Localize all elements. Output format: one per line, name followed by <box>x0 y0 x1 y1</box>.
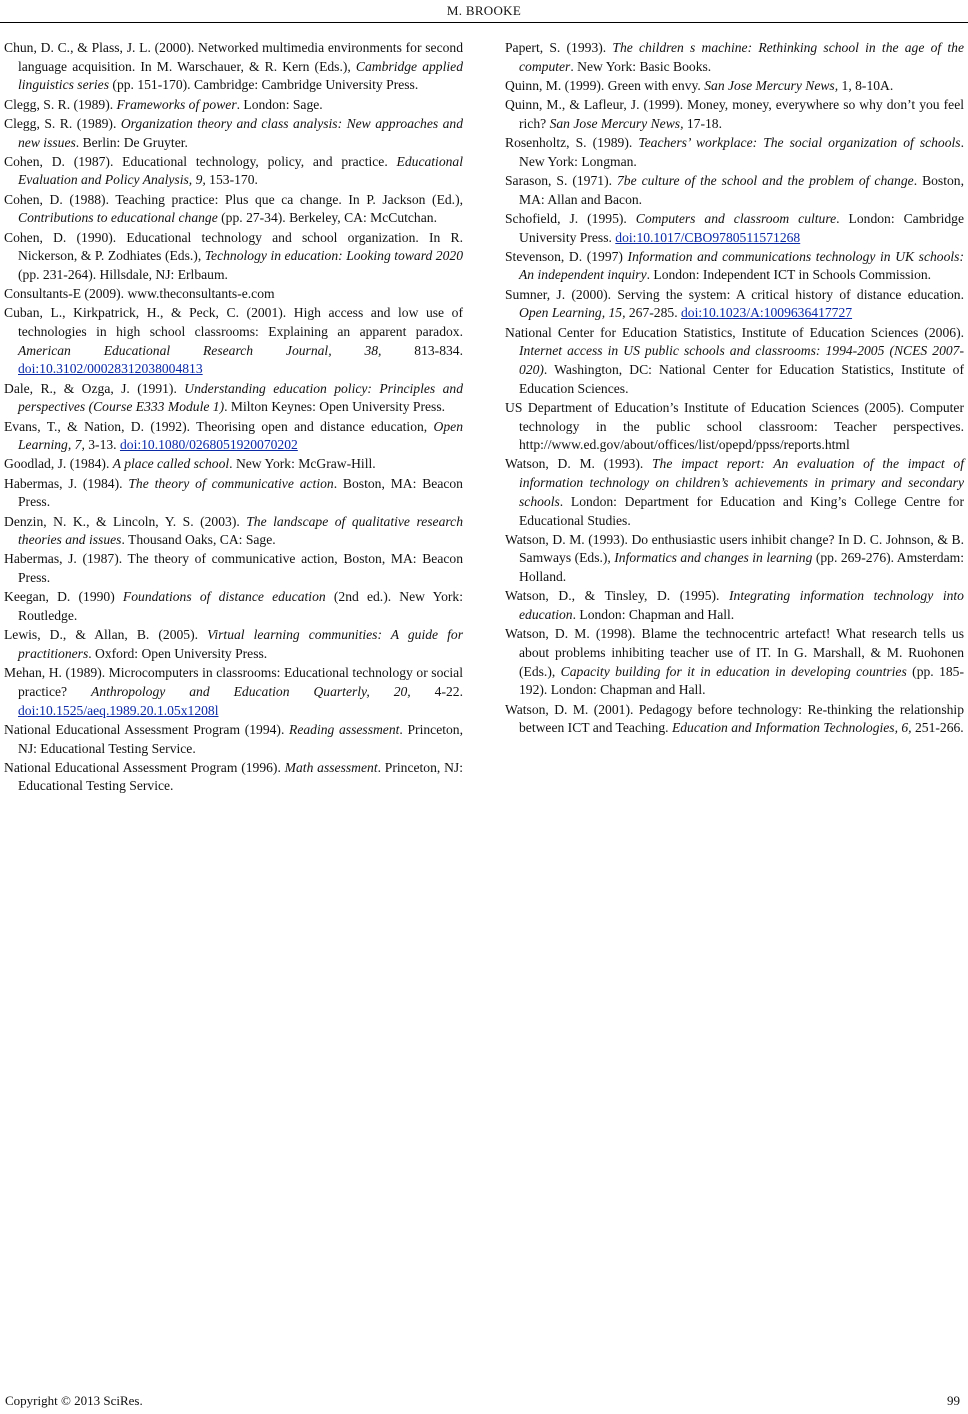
reference-entry <box>505 286 964 323</box>
reference-text: . Washington, DC: National Center for Education Statistics, Institute of Education Sciences. <box>519 361 964 396</box>
reference-text: Evans, T., & Nation, D. (1992). Theorising open and distance education, <box>4 418 434 434</box>
reference-italic: Educational Evaluation and Policy Analysis, 9, <box>18 153 463 188</box>
running-header: M. BROOKE <box>446 3 522 18</box>
reference-entry <box>505 324 964 399</box>
reference-text: Lewis, D., & Allan, B. (2005). <box>4 627 208 643</box>
reference-italic: The children s machine: Rethinking school in the age of the computer <box>519 40 964 74</box>
reference-entry <box>505 701 964 738</box>
reference-italic: Cambridge applied linguistics series <box>18 58 463 93</box>
reference-italic: San Jose Mercury News, <box>549 115 684 131</box>
reference-entry <box>4 455 463 474</box>
reference-entry <box>505 531 964 587</box>
reference-italic: Technology in education: Looking toward 2020 <box>204 248 463 264</box>
reference-italic: Capacity building for it in education in developing countries <box>560 663 907 679</box>
reference-italic: Informatics and changes in learning <box>614 550 813 566</box>
reference-text: . London: Chapman and Hall. <box>572 607 735 623</box>
reference-text: Dale, R., & Ozga, J. (1991). <box>4 380 185 396</box>
reference-text: Habermas, J. (1984). <box>4 475 129 491</box>
reference-text: 267-285. <box>625 305 681 321</box>
reference-entry <box>4 115 463 152</box>
reference-text: Cohen, D. (1990). Educational technology and school organization. In R. Nickerson, & P. Zodhiates (Eds.), <box>4 229 463 264</box>
reference-text: . Princeton, NJ: Educational Testing Service. <box>18 721 463 756</box>
reference-entry <box>505 134 964 171</box>
doi-link[interactable]: doi:10.1080/0268051920070202 <box>119 437 298 453</box>
reference-text: Denzin, N. K., & Lincoln, Y. S. (2003). <box>4 513 247 529</box>
reference-entry <box>505 587 964 624</box>
reference-text: Keegan, D. (1990) <box>4 589 123 605</box>
reference-text: Cohen, D. (1987). Educational technology, policy, and practice. <box>4 153 397 169</box>
reference-italic: Math assessment <box>284 759 378 775</box>
reference-text: . Boston, MA: Allan and Bacon. <box>519 172 964 207</box>
reference-text: Watson, D. M. (1998). Blame the technocentric artefact! What research tells us about problems inhibiting teacher use of IT. In G. Marshall, & M. Ruohonen (Eds.), <box>505 626 964 679</box>
doi-link[interactable]: doi:10.3102/00028312038004813 <box>18 361 203 377</box>
reference-entry <box>4 588 463 625</box>
reference-entry <box>4 475 463 512</box>
reference-entry <box>505 172 964 209</box>
reference-italic: Computers and classroom culture <box>635 210 837 226</box>
reference-entry <box>4 721 463 758</box>
reference-entry <box>505 625 964 700</box>
reference-text: . Thousand Oaks, CA: Sage. <box>121 532 276 548</box>
reference-text: Watson, D. M. (2001). Pedagogy before technology: Re-thinking the relationship between ICT and Teaching. <box>505 701 964 736</box>
reference-entry <box>505 455 964 530</box>
footer-copyright: Copyright © 2013 SciRes. <box>5 1393 143 1408</box>
reference-italic: Teachers’ workplace: The social organization of schools <box>638 135 961 151</box>
reference-italic: San Jose Mercury News, <box>704 77 839 93</box>
reference-entry <box>505 248 964 285</box>
reference-entry <box>4 380 463 417</box>
reference-entry <box>4 285 463 304</box>
reference-text: 813-834. <box>381 342 463 358</box>
reference-italic: Foundations of distance education <box>122 589 326 605</box>
doi-link[interactable]: doi:10.1017/CBO9780511571268 <box>615 229 801 245</box>
reference-entry <box>4 418 463 455</box>
reference-text: . Milton Keynes: Open University Press. <box>224 399 446 415</box>
reference-text: (pp. 27-34). Berkeley, CA: McCutchan. <box>217 210 437 226</box>
reference-entry <box>505 96 964 133</box>
reference-italic: Virtual learning communities: A guide for practitioners <box>18 627 463 661</box>
reference-text: . London: Sage. <box>236 96 323 112</box>
reference-italic: Internet access in US public schools and classrooms: 1994-2005 (NCES 2007-020) <box>519 343 964 377</box>
reference-italic: American Educational Research Journal, 38, <box>18 342 382 358</box>
reference-text: (2nd ed.). New York: Routledge. <box>18 589 464 624</box>
references-left-column <box>4 39 463 797</box>
reference-text: Clegg, S. R. (1989). <box>4 115 121 131</box>
reference-entry <box>4 191 463 228</box>
reference-text: . Princeton, NJ: Educational Testing Service. <box>18 759 463 794</box>
reference-italic: Reading assessment <box>289 721 400 737</box>
doi-link[interactable]: doi:10.1525/aeq.1989.20.1.05x1208l <box>18 702 219 718</box>
reference-text: . Oxford: Open University Press. <box>88 646 268 661</box>
reference-text: . Boston, MA: Beacon Press. <box>18 475 463 510</box>
reference-italic: Organization theory and class analysis: New approaches and new issues <box>18 115 464 150</box>
reference-italic: The landscape of qualitative research theories and issues <box>18 513 464 548</box>
reference-text: National Educational Assessment Program (1996). <box>4 759 285 775</box>
reference-text: . New York: Basic Books. <box>570 58 712 74</box>
reference-italic: The theory of communicative action <box>128 475 334 491</box>
reference-italic: Integrating information technology into education <box>519 588 964 623</box>
reference-text: Clegg, S. R. (1989). <box>4 96 117 112</box>
reference-text: Sarason, S. (1971). <box>505 172 617 188</box>
reference-italic: Open Learning, 7, <box>18 418 463 453</box>
reference-text: National Educational Assessment Program (1994). <box>4 721 290 737</box>
reference-italic: Information and communications technology in UK schools: An independent inquiry <box>519 248 964 283</box>
reference-text: Cohen, D. (1988). Teaching practice: Plus que ca change. In P. Jackson (Ed.), <box>4 191 463 207</box>
reference-entry <box>505 399 964 455</box>
reference-italic: Education and Information Technologies, 6, <box>671 720 912 736</box>
reference-text: . London: Independent ICT in Schools Commission. <box>646 267 932 283</box>
reference-italic: 7be culture of the school and the problem of change <box>616 172 914 188</box>
reference-text: 3-13. <box>84 437 120 453</box>
reference-text: Watson, D., & Tinsley, D. (1995). <box>505 588 730 604</box>
reference-text: . London: Cambridge University Press. <box>519 210 964 245</box>
reference-text: Habermas, J. (1987). The theory of communicative action, Boston, MA: Beacon Press. <box>4 551 463 586</box>
reference-entry <box>505 210 964 247</box>
reference-text: . New York: McGraw-Hill. <box>229 456 376 472</box>
reference-entry <box>4 39 463 95</box>
reference-italic: Frameworks of power <box>116 96 237 112</box>
reference-entry <box>4 759 463 796</box>
reference-entry <box>4 664 463 720</box>
reference-entry <box>4 229 463 285</box>
reference-italic: Anthropology and Education Quarterly, 20, <box>91 683 411 699</box>
reference-text: (pp. 185-192). London: Chapman and Hall. <box>519 663 965 698</box>
reference-text: National Center for Education Statistics, Institute of Education Sciences (2006). <box>505 324 964 340</box>
reference-text: 4-22. <box>410 683 463 699</box>
reference-text: Cuban, L., Kirkpatrick, H., & Peck, C. (2001). High access and low use of technologies in high school classrooms: Explaining an apparent paradox. <box>4 305 463 340</box>
reference-entry <box>4 513 463 550</box>
reference-text: Quinn, M., & Lafleur, J. (1999). Money, money, everywhere so why don’t you feel rich? <box>505 97 964 131</box>
reference-italic: A place called school <box>112 456 230 472</box>
doi-link[interactable]: doi:10.1023/A:1009636417727 <box>681 305 853 321</box>
reference-italic: Contributions to educational change <box>18 210 218 226</box>
reference-text: 17-18. <box>683 115 722 131</box>
reference-text: Papert, S. (1993). <box>505 40 613 55</box>
reference-text: (pp. 151-170). Cambridge: Cambridge University Press. <box>109 77 419 93</box>
reference-text: (pp. 269-276). Amsterdam: Holland. <box>519 550 964 585</box>
reference-italic: Open Learning, 15, <box>519 305 626 321</box>
reference-italic: Understanding education policy: Principles and perspectives (Course E333 Module 1) <box>18 380 463 415</box>
reference-text: Quinn, M. (1999). Green with envy. <box>505 77 705 93</box>
reference-entry <box>505 77 964 96</box>
reference-entry <box>4 96 463 115</box>
reference-text: . Berlin: De Gruyter. <box>75 134 188 150</box>
reference-entry <box>4 550 463 587</box>
reference-text: Rosenholtz, S. (1989). <box>505 135 639 151</box>
reference-text: Chun, D. C., & Plass, J. L. (2000). Networked multimedia environments for second language acquisition. In M. Warschauer, & R. Kern (Eds.), <box>4 40 463 74</box>
reference-text: Watson, D. M. (1993). Do enthusiastic users inhibit change? In D. C. Johnson, & B. Samways (Eds.), <box>505 531 964 566</box>
page-number: 99 <box>947 1393 960 1408</box>
reference-entry <box>4 153 463 190</box>
reference-text: 251-266. <box>911 720 964 736</box>
references-right-column <box>505 39 964 739</box>
reference-entry <box>4 626 463 663</box>
header-rule <box>0 22 968 23</box>
reference-text: 1, 8-10A. <box>838 77 894 93</box>
reference-entry <box>4 304 463 379</box>
reference-text: Watson, D. M. (1993). <box>505 456 652 472</box>
reference-text: Stevenson, D. (1997) <box>505 248 628 264</box>
reference-text: Sumner, J. (2000). Serving the system: A critical history of distance education. <box>505 286 964 302</box>
reference-italic: The impact report: An evaluation of the impact of information technology on children’s achievements in primary and secondary schools <box>519 456 964 509</box>
reference-text: Goodlad, J. (1984). <box>4 456 113 472</box>
reference-text: 153-170. <box>205 172 258 188</box>
reference-text: Consultants-E (2009). www.theconsultants-e.com <box>4 286 275 302</box>
reference-text: Mehan, H. (1989). Microcomputers in classrooms: Educational technology or social practice? <box>4 665 463 699</box>
reference-text: US Department of Education’s Institute of Education Sciences (2005). Computer technology in the public school classroom: Teacher perspectives. http://www.ed.gov/about/offices/list/opepd/ppss/reports.html <box>505 399 964 453</box>
reference-text: Schofield, J. (1995). <box>505 210 636 226</box>
reference-entry <box>505 39 964 76</box>
reference-text: . London: Department for Education and King’s College Centre for Educational Studies. <box>519 493 964 528</box>
reference-text: (pp. 231-264). Hillsdale, NJ: Erlbaum. <box>18 266 228 282</box>
reference-text: . New York: Longman. <box>519 135 965 169</box>
